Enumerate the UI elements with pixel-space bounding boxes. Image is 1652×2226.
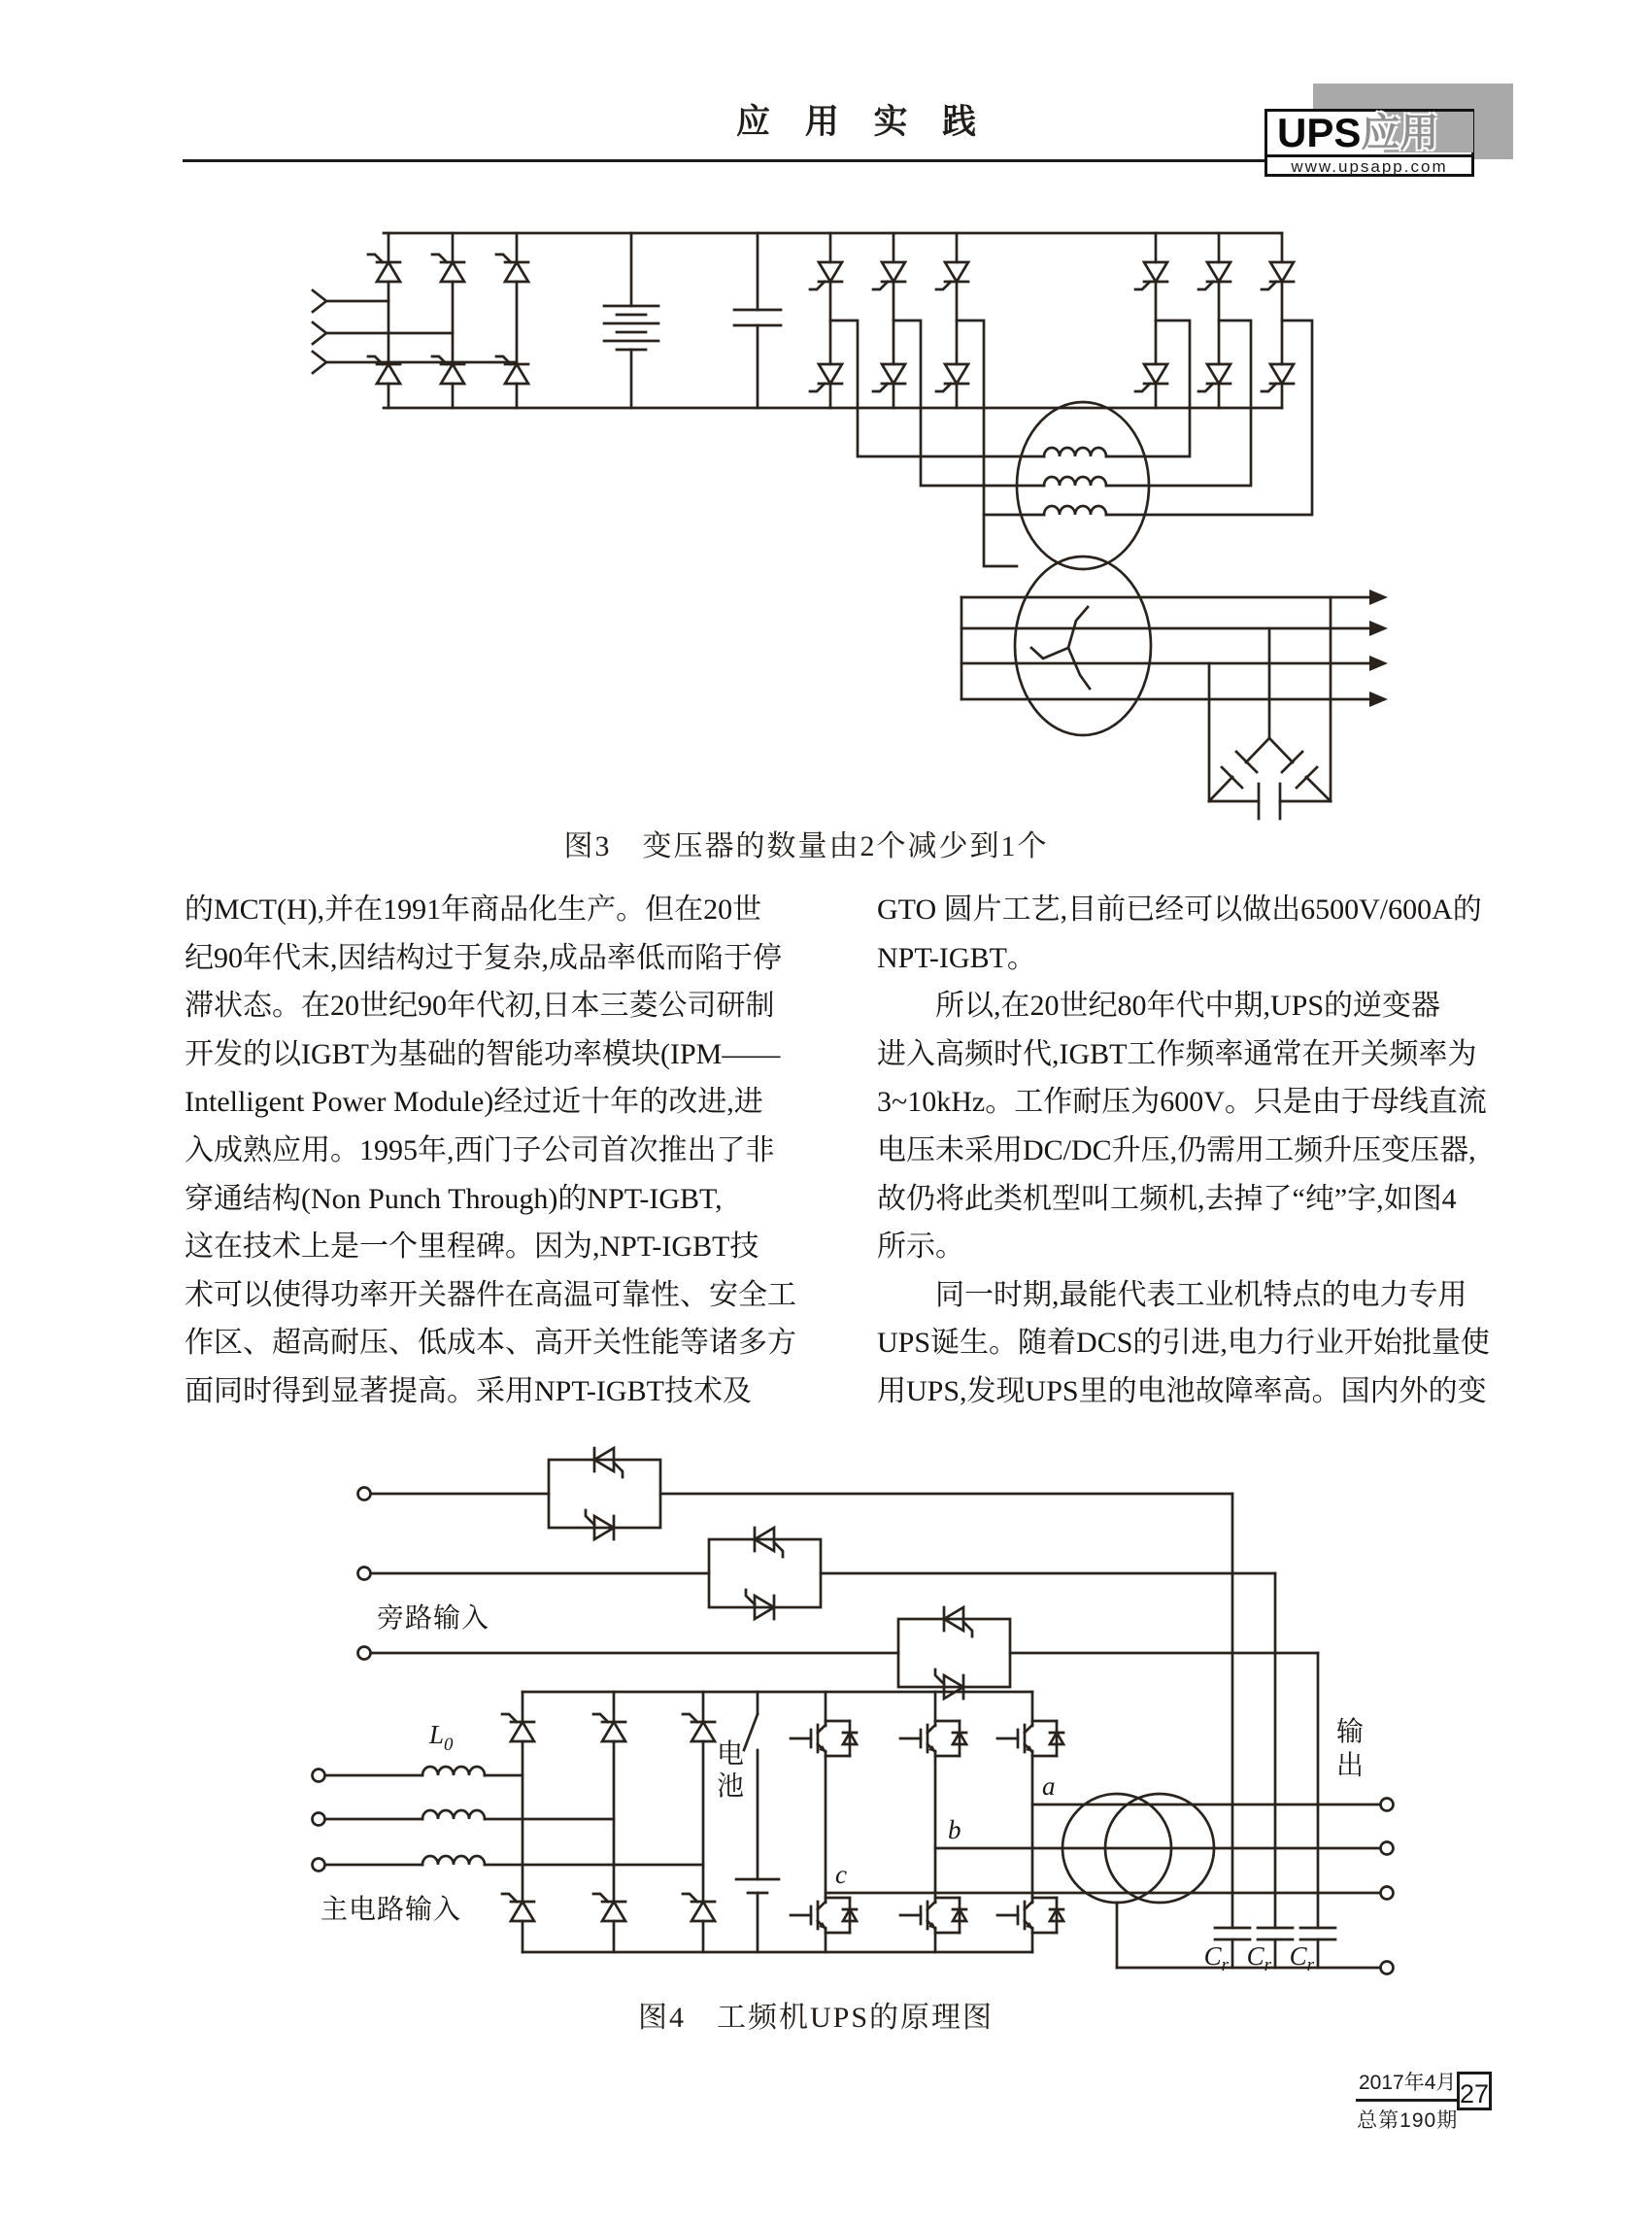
- text-line: 同一时期,最能代表工业机特点的电力专用: [877, 1278, 1467, 1311]
- fig4-static-switch-3: [898, 1607, 1010, 1699]
- fig4-main-input-label: 主电路输入: [320, 1895, 462, 1925]
- fig3-output-bus: [961, 590, 1388, 707]
- fig4-battery-label-2: 池: [717, 1771, 746, 1802]
- fig4-phase-b-label: b: [948, 1815, 961, 1844]
- fig4-rectifier-bridge: [502, 1692, 715, 1952]
- fig4-battery-branch: [736, 1692, 779, 1952]
- fig4-output-label-1: 输: [1336, 1717, 1365, 1747]
- fig4-main-input: [313, 1767, 704, 1872]
- text-line: 入成熟应用。1995年,西门子公司首次推出了非: [185, 1133, 775, 1166]
- logo: [1264, 109, 1474, 177]
- text-line: 滞状态。在20世纪90年代初,日本三菱公司研制: [185, 990, 775, 1023]
- logo-text-app: 应用: [1361, 112, 1439, 154]
- logo-brand: [1267, 112, 1471, 154]
- fig4-igbt-inverter: [791, 1692, 1063, 1952]
- fig3-dc-capacitor: [734, 233, 781, 408]
- logo-text-ups: UPS: [1277, 110, 1362, 155]
- fig3-three-phase-input: [313, 290, 517, 373]
- text-line: 开发的以IGBT为基础的智能功率模块(IPM——: [185, 1037, 781, 1070]
- figure4-caption: 图4 工频机UPS的原理图: [637, 2002, 995, 2034]
- text-line: 穿通结构(Non Punch Through)的NPT-IGBT,: [185, 1182, 723, 1215]
- fig3-delta-capacitor-bank: [1209, 597, 1331, 819]
- text-line: 作区、超高耐压、低成本、高开关性能等诸多方: [185, 1327, 796, 1360]
- header-rule: [183, 159, 1266, 162]
- text-line: 纪90年代末,因结构过于复杂,成品率低而陷于停: [185, 941, 782, 974]
- page-title: 应 用 实 践: [736, 103, 990, 141]
- figure4-circuit-diagram: [272, 1437, 1534, 1986]
- text-line: 用UPS,发现UPS里的电池故障率高。国内外的变: [877, 1374, 1487, 1407]
- text-line: UPS诞生。随着DCS的引进,电力行业开始批量使: [877, 1327, 1490, 1360]
- text-line: 故仍将此类机型叫工频机,去掉了“纯”字,如图4: [877, 1182, 1457, 1215]
- fig4-inductor-label: $L_0$: [429, 1720, 454, 1755]
- fig4-cap-label-2: $C_r$: [1246, 1941, 1271, 1975]
- fig4-output-terminals: [1381, 1799, 1394, 1974]
- logo-url: www.upsapp.com: [1267, 154, 1471, 176]
- text-line: NPT-IGBT。: [877, 941, 1036, 974]
- footer-date: 2017年4月: [1356, 2067, 1459, 2102]
- page-number: 27: [1457, 2072, 1492, 2110]
- fig4-battery-label-1: 电: [717, 1739, 746, 1770]
- text-line: 所以,在20世纪80年代中期,UPS的逆变器: [877, 990, 1441, 1023]
- text-line: GTO 圆片工艺,目前已经可以做出6500V/600A的: [877, 894, 1482, 926]
- footer-issue-block: [1356, 2067, 1459, 2134]
- text-line: 术可以使得功率开关器件在高温可靠性、安全工: [185, 1278, 796, 1311]
- body-column-left: [185, 886, 840, 1416]
- fig4-phase-a-label: a: [1042, 1771, 1056, 1801]
- fig4-output-label-2: 出: [1336, 1751, 1365, 1781]
- text-line: 所示。: [877, 1231, 964, 1264]
- fig4-static-switch-1: [549, 1448, 660, 1539]
- fig4-bypass-lines: [358, 1488, 1319, 1894]
- fig4-static-switch-2: [709, 1528, 821, 1619]
- text-line: 这在技术上是一个里程碑。因为,NPT-IGBT技: [185, 1231, 759, 1264]
- fig4-phase-lines: [826, 1804, 1380, 1893]
- fig3-battery: [604, 233, 658, 408]
- text-line: Intelligent Power Module)经过近十年的改进,进: [185, 1086, 763, 1119]
- text-line: 的MCT(H),并在1991年商品化生产。但在20世: [185, 894, 762, 926]
- figure3-caption: 图3 变压器的数量由2个减少到1个: [563, 830, 1049, 862]
- figure3-circuit-diagram: [291, 209, 1496, 830]
- fig4-bypass-label: 旁路输入: [377, 1603, 490, 1634]
- text-line: 3~10kHz。工作耐压为600V。只是由于母线直流: [877, 1086, 1487, 1119]
- fig3-transformer: [1015, 402, 1151, 735]
- text-line: 进入高频时代,IGBT工作频率通常在开关频率为: [877, 1037, 1477, 1070]
- text-line: 面同时得到显著提高。采用NPT-IGBT技术及: [185, 1374, 752, 1407]
- text-line: 电压未采用DC/DC升压,仍需用工频升压变压器,: [877, 1133, 1476, 1166]
- fig3-primary-links: [830, 320, 1044, 566]
- fig3-rectifier-bridge: [368, 233, 528, 408]
- fig4-cap-label-3: $C_r$: [1289, 1941, 1314, 1975]
- fig4-cap-label-1: $C_r$: [1203, 1941, 1229, 1975]
- body-column-right: [877, 886, 1523, 1416]
- footer-issue: 总第190期: [1357, 2109, 1459, 2132]
- fig4-phase-c-label: c: [835, 1860, 847, 1889]
